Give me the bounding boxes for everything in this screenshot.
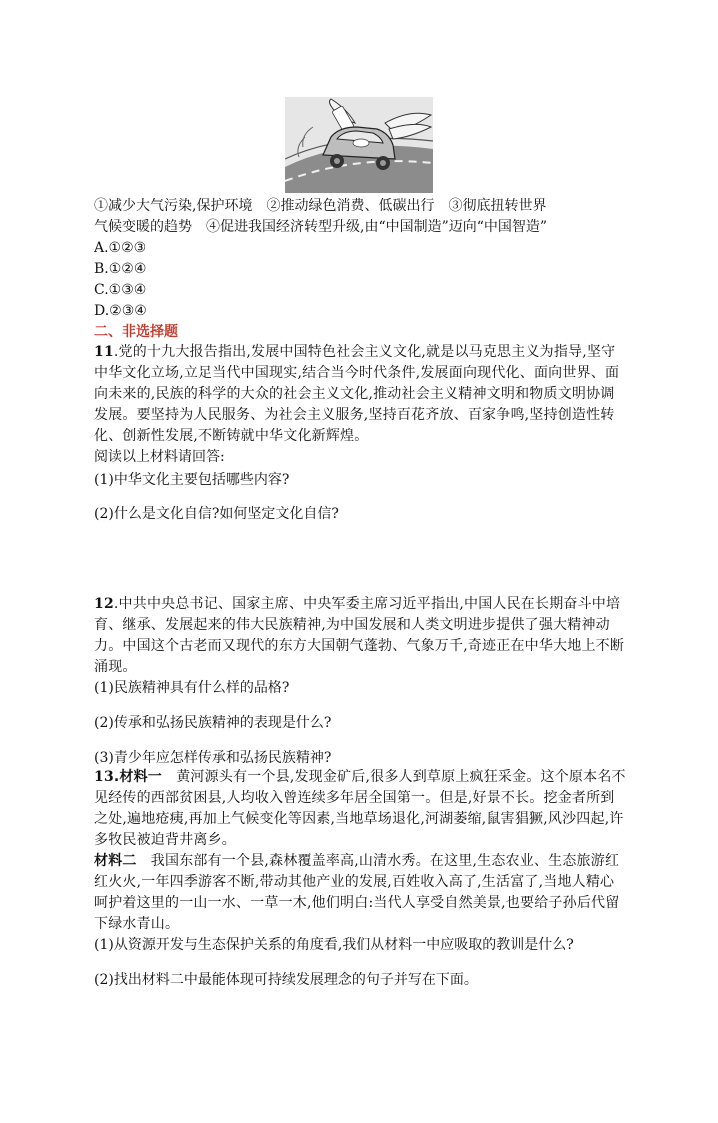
q13-material-2: [94, 851, 628, 935]
q11-prompt: 阅读以上材料请回答:: [94, 449, 225, 465]
q10-block: [94, 196, 628, 343]
q10-option-a[interactable]: A.①②③: [94, 240, 147, 256]
winged-car-illustration: [285, 97, 433, 193]
section-title: 二、非选择题: [94, 324, 178, 340]
q10-statements-line2: 气候变暖的趋势 ④促进我国经济转型升级,由“中国制造”迈向“中国智造”: [94, 219, 548, 235]
q11-material-text: .党的十九大报告指出,发展中国特色社会主义文化,就是以马克思主义为指导,坚守中华文化立场,立足当代中国现实,结合当今时代条件,发展面向现代化、面向世界、面向未来的,民族的科学的大众的社会主义文化,推动社会主义精神文明和物质文明协调发展。要坚持为人民服务、为社会主义服务,坚持百花齐放、百家争鸣,坚持创造性转化、创新性发展,不断铸就中华文化新辉煌。: [94, 344, 620, 444]
q12-number: 12: [94, 596, 114, 612]
q11-number: 11: [94, 344, 114, 360]
q12-block: [94, 594, 628, 769]
q12-material-text: .中共中央总书记、国家主席、中央军委主席习近平指出,中国人民在长期奋斗中培育、继承、发展起来的伟大民族精神,为中国发展和人类文明进步提供了强大精神动力。中国这个古老而又现代的东方大国朝气蓬勃、气象万千,奇迹正在中华大地上不断涌现。: [94, 596, 625, 675]
q13-material-2-label: 材料二: [94, 853, 137, 869]
q11-material: [94, 342, 628, 447]
q10-option-d[interactable]: D.②③④: [94, 303, 147, 319]
q11-subquestion-2: (2)什么是文化自信?如何坚定文化自信?: [94, 506, 339, 522]
q13-number: 13: [94, 769, 114, 785]
q10-statements-line1: ①减少大气污染,保护环境 ②推动绿色消费、低碳出行 ③彻底扭转世界: [94, 198, 547, 214]
q13-material-1-label: .材料一: [113, 769, 163, 785]
q13-material-1: [94, 767, 628, 851]
q13-subquestion-1: (1)从资源开发与生态保护关系的角度看,我们从材料一中应吸取的教训是什么?: [94, 937, 574, 953]
car-cartoon-icon: [285, 97, 433, 193]
q10-option-c[interactable]: C.①③④: [94, 282, 147, 298]
q13-material-2-text: 我国东部有一个县,森林覆盖率高,山清水秀。在这里,生态农业、生态旅游红红火火,一年四季游客不断,带动其他产业的发展,百姓收入高了,生活富了,当地人精心呵护着这里的一山一水、一草一木,他们明白:当代人享受自然美景,也要给子孙后代留下绿水青山。: [94, 853, 620, 932]
q12-material: [94, 594, 628, 678]
q12-subquestion-2: (2)传承和弘扬民族精神的表现是什么?: [94, 715, 332, 731]
q12-subquestion-3: (3)青少年应怎样传承和弘扬民族精神?: [94, 750, 332, 766]
q12-subquestion-1: (1)民族精神具有什么样的品格?: [94, 680, 290, 696]
q11-block: [94, 342, 628, 525]
q13-subquestion-2: (2)找出材料二中最能体现可持续发展理念的句子并写在下面。: [94, 972, 478, 988]
q11-subquestion-1: (1)中华文化主要包括哪些内容?: [94, 472, 290, 488]
q13-block: [94, 767, 628, 991]
q13-material-1-text: 黄河源头有一个县,发现金矿后,很多人到草原上疯狂采金。这个原本名不见经传的西部贫困县,人均收入曾连续多年居全国第一。但是,好景不长。挖金者所到之处,遍地疮痍,再加上气候变化等因素,当地草场退化,河湖萎缩,鼠害猖獗,风沙四起,许多牧民被迫背井离乡。: [94, 769, 626, 848]
q10-option-b[interactable]: B.①②④: [94, 261, 147, 277]
